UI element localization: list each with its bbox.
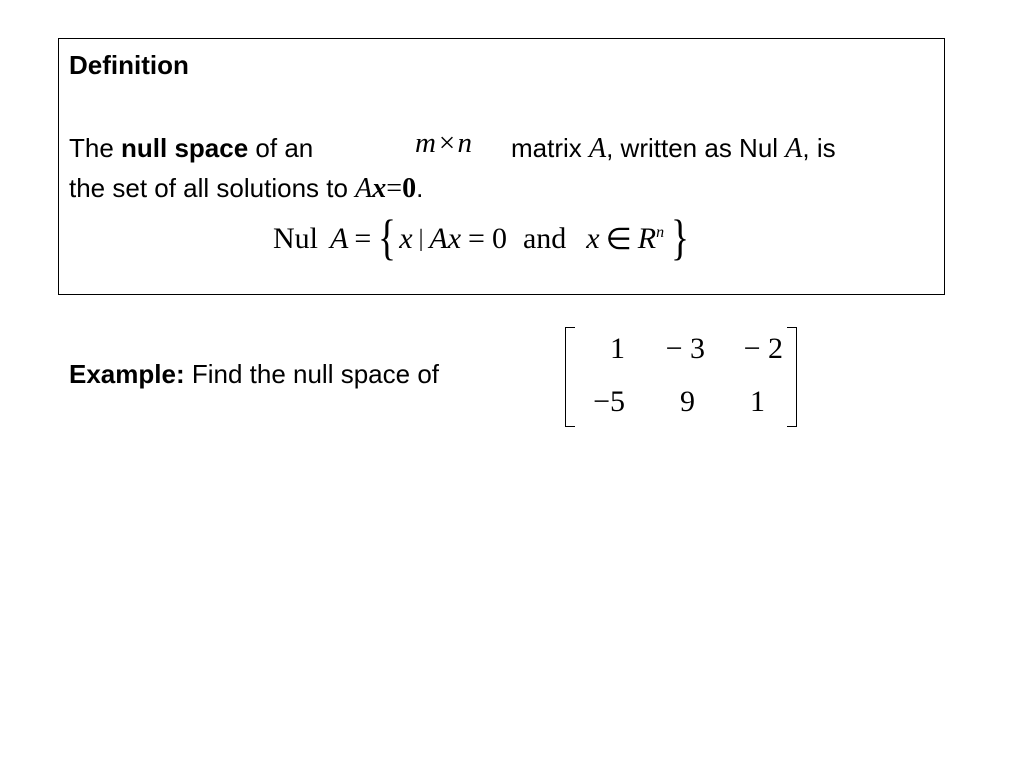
close-brace: } xyxy=(671,209,690,265)
period: . xyxy=(416,173,424,203)
definition-line-2 xyxy=(69,173,423,205)
eq-x-var: x xyxy=(399,222,413,255)
eq-a: A xyxy=(355,173,373,204)
text-of-an: of an xyxy=(248,133,314,163)
eq-zero: 0 xyxy=(402,173,417,204)
example-line xyxy=(69,359,439,390)
example-matrix xyxy=(565,327,797,427)
null-space-equation xyxy=(273,207,692,271)
open-brace: { xyxy=(378,209,397,265)
text-written-as-nul: , written as Nul xyxy=(606,133,786,163)
eq-zero-value: 0 xyxy=(491,222,507,255)
text-matrix: matrix xyxy=(511,133,589,163)
eq-nul: Nul xyxy=(273,222,318,255)
text-is: , is xyxy=(802,133,836,163)
example-text: Find the null space of xyxy=(191,359,439,389)
eq-element-of: ∈ xyxy=(605,222,632,256)
matrix-cell: 1 xyxy=(750,385,765,418)
eq-and: and xyxy=(522,222,567,255)
dims-m-by-n: m×n xyxy=(415,127,474,159)
definition-box xyxy=(58,38,945,295)
eq-n-superscript: n xyxy=(656,224,665,241)
eq-x-var-2: x xyxy=(586,222,600,255)
eq-equals: = xyxy=(386,173,403,204)
matrix-cell: − 2 xyxy=(743,332,783,365)
definition-line-1-tail xyxy=(511,133,836,165)
matrix-cell: 9 xyxy=(680,385,695,418)
eq-r: R xyxy=(637,222,657,255)
eq-ax: Ax xyxy=(429,222,462,255)
definition-line-1 xyxy=(69,133,313,164)
definition-heading: Definition xyxy=(69,50,189,80)
eq-equals-sign: = xyxy=(354,222,372,255)
matrix-right-bracket xyxy=(787,327,797,427)
term-null-space: null space xyxy=(121,133,249,163)
matrix-cell: − 3 xyxy=(665,332,705,365)
eq-bar: | xyxy=(418,225,424,252)
example-label: Example: xyxy=(69,359,185,389)
nul-symbol-a: A xyxy=(785,133,803,164)
matrix-cell: −5 xyxy=(593,385,625,418)
text-the: The xyxy=(69,133,122,163)
eq-equals-sign-2: = xyxy=(468,222,485,255)
matrix-symbol-a: A xyxy=(589,133,607,164)
eq-x: x xyxy=(372,173,387,204)
matrix-cell: 1 xyxy=(610,332,625,365)
text-set-of-solutions: the set of all solutions to xyxy=(69,173,356,203)
eq-a-symbol: A xyxy=(330,222,349,255)
